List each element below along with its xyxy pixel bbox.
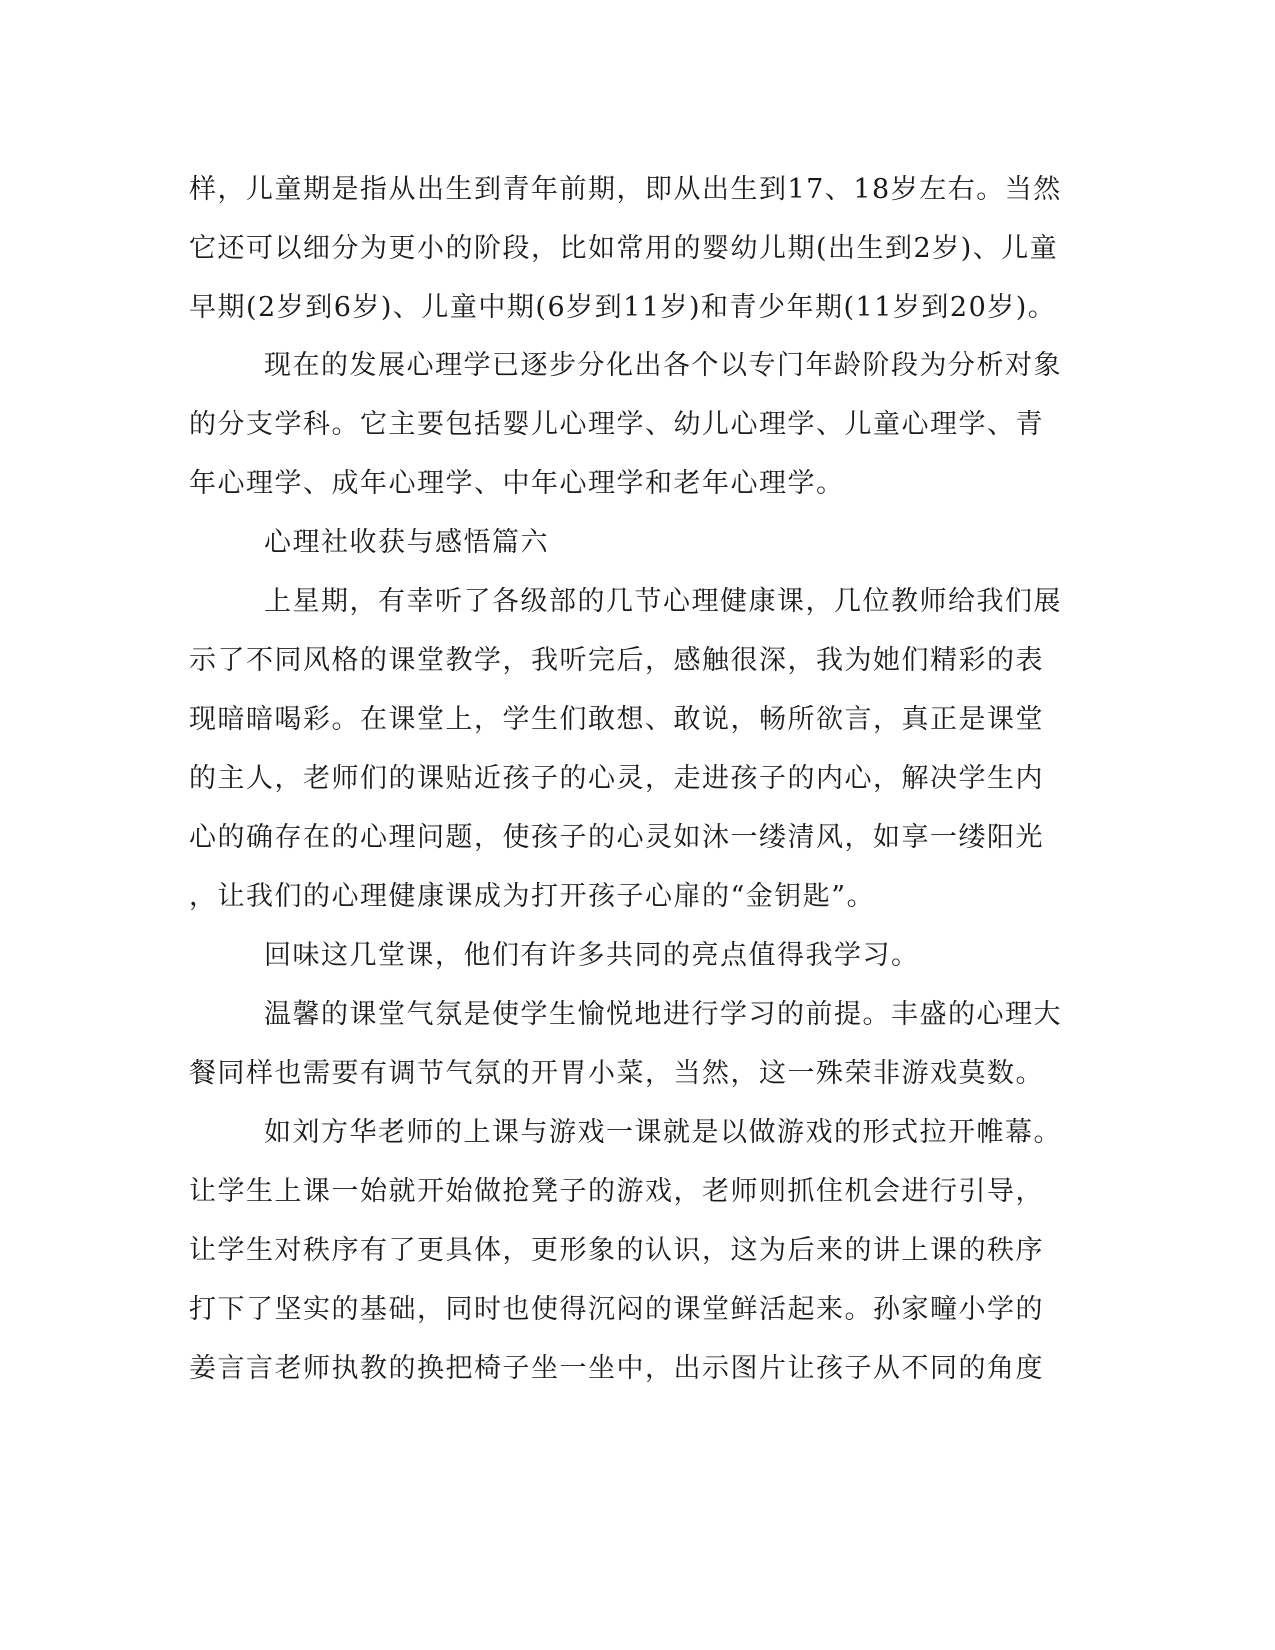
text-line: 的主人，老师们的课贴近孩子的心灵，走进孩子的内心，解决学生内 bbox=[189, 763, 1044, 794]
text-line: 示了不同风格的课堂教学，我听完后，感触很深，我为她们精彩的表 bbox=[189, 645, 1044, 676]
paragraph-start-line: 上星期，有幸听了各级部的几节心理健康课，几位教师给我们展 bbox=[264, 586, 1062, 617]
text-line: 心的确存在的心理问题，使孩子的心灵如沐一缕清风，如享一缕阳光 bbox=[189, 822, 1044, 853]
text-line: 它还可以细分为更小的阶段，比如常用的婴幼儿期(出生到2岁)、儿童 bbox=[189, 233, 1059, 264]
paragraph-start-line: 温馨的课堂气氛是使学生愉悦地进行学习的前提。丰盛的心理大 bbox=[264, 999, 1062, 1030]
section-heading: 心理社收获与感悟篇六 bbox=[264, 527, 549, 558]
text-line: 年心理学、成年心理学、中年心理学和老年心理学。 bbox=[189, 468, 845, 499]
text-line: 打下了坚实的基础，同时也使得沉闷的课堂鲜活起来。孙家疃小学的 bbox=[189, 1294, 1044, 1325]
paragraph-start-line: 回味这几堂课，他们有许多共同的亮点值得我学习。 bbox=[264, 940, 920, 971]
text-line: 让学生上课一始就开始做抢凳子的游戏，老师则抓住机会进行引导， bbox=[189, 1176, 1044, 1207]
text-line: ，让我们的心理健康课成为打开孩子心扉的“金钥匙”。 bbox=[189, 881, 876, 912]
text-line: 餐同样也需要有调节气氛的开胃小菜，当然，这一殊荣非游戏莫数。 bbox=[189, 1058, 1044, 1089]
text-line: 早期(2岁到6岁)、儿童中期(6岁到11岁)和青少年期(11岁到20岁)。 bbox=[189, 292, 1057, 323]
text-line: 的分支学科。它主要包括婴儿心理学、幼儿心理学、儿童心理学、青 bbox=[189, 409, 1044, 440]
paragraph-start-line: 现在的发展心理学已逐步分化出各个以专门年龄阶段为分析对象 bbox=[264, 350, 1062, 381]
text-line: 让学生对秩序有了更具体，更形象的认识，这为后来的讲上课的秩序 bbox=[189, 1235, 1044, 1266]
text-line: 姜言言老师执教的换把椅子坐一坐中，出示图片让孩子从不同的角度 bbox=[189, 1353, 1044, 1384]
paragraph-start-line: 如刘方华老师的上课与游戏一课就是以做游戏的形式拉开帷幕。 bbox=[264, 1117, 1062, 1148]
text-line: 样，儿童期是指从出生到青年前期，即从出生到17、18岁左右。当然 bbox=[189, 174, 1062, 205]
text-line: 现暗暗喝彩。在课堂上，学生们敢想、敢说，畅所欲言，真正是课堂 bbox=[189, 704, 1044, 735]
